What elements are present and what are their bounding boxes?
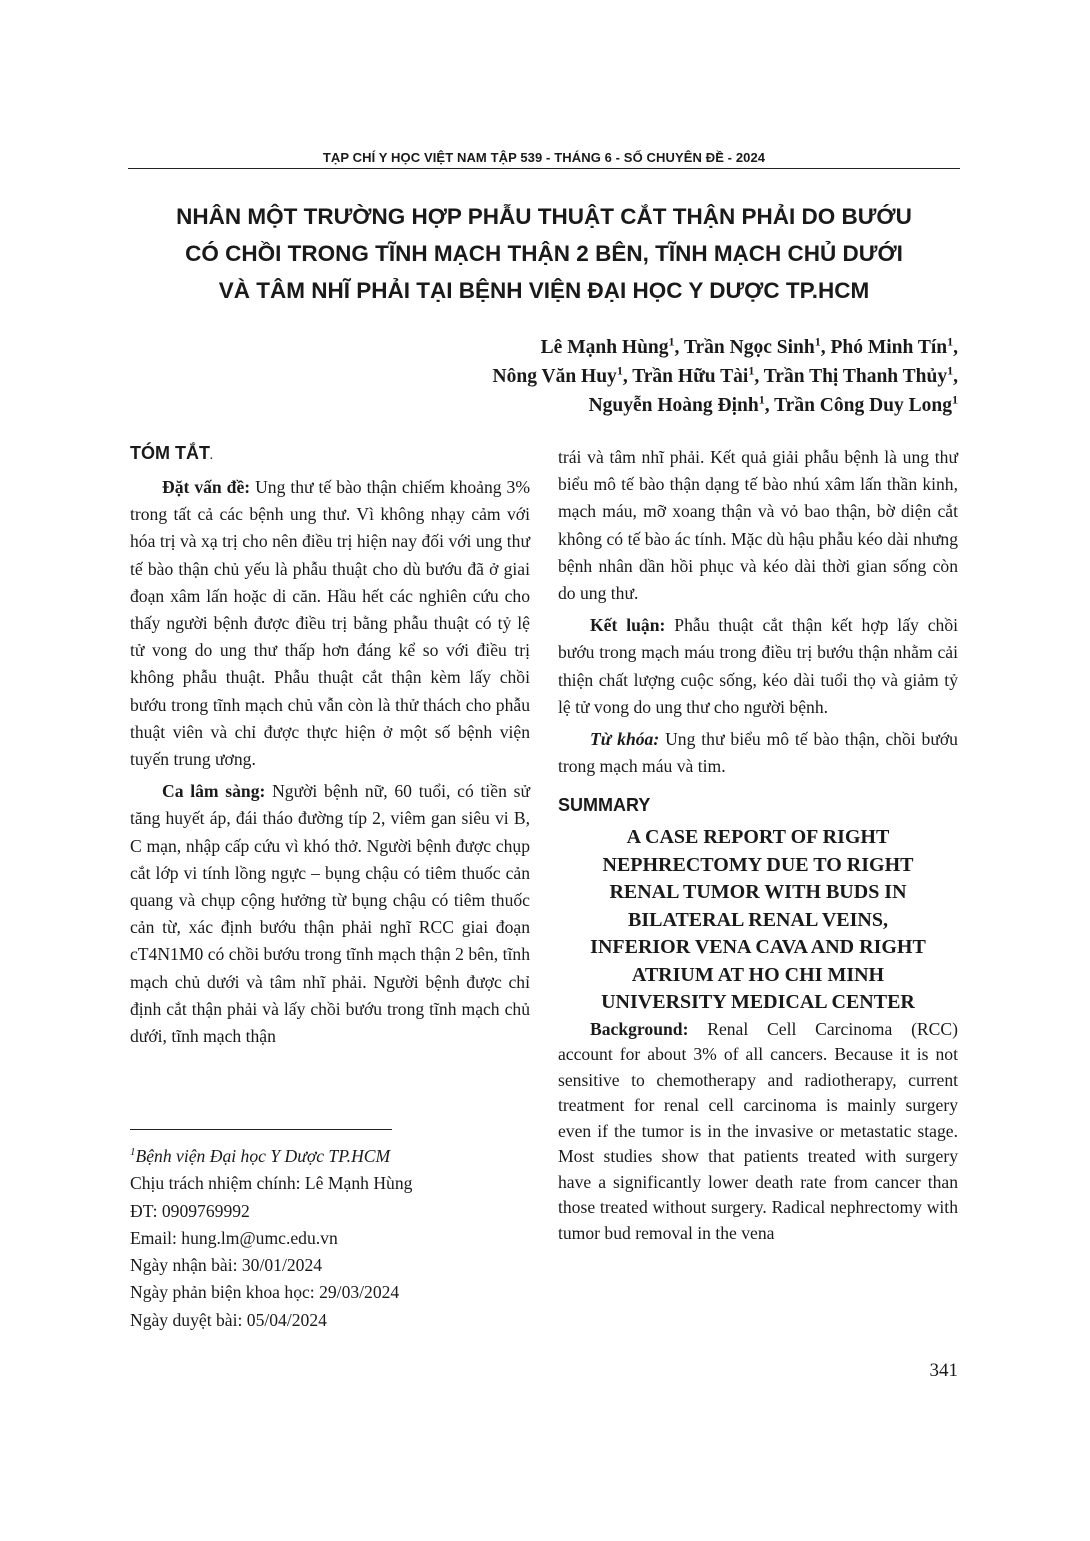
running-header: TẠP CHÍ Y HỌC VIỆT NAM TẬP 539 - THÁNG 6 - SỐ CHUYÊN ĐỀ - 2024: [322, 150, 766, 165]
footnote-responsible: Chịu trách nhiệm chính: Lê Mạnh Hùng: [130, 1173, 413, 1194]
abstract-keywords: [558, 726, 958, 780]
author-line: Nguyễn Hoàng Định$^1$, Trần Công Duy Long$^1$: [588, 392, 958, 416]
title-line: CÓ CHỒI TRONG TĨNH MẠCH THẬN 2 BÊN, TĨNH MẠCH CHỦ DƯỚI: [185, 241, 903, 266]
left-column: [130, 438, 530, 1055]
affiliation-mark: 1: [947, 363, 954, 378]
english-title-line: BILATERAL RENAL VEINS,: [628, 908, 888, 931]
summary-background: [558, 1017, 958, 1247]
english-title-line: ATRIUM AT HO CHI MINH: [631, 963, 885, 986]
case-text-continued: trái và tâm nhĩ phải. Kết quả giải phẫu bệnh là ung thư biểu mô tế bào thận dạng tế bào nhú xâm lấn thần kinh, mạch máu, mỡ xoang thận và vỏ bao thận, bờ diện cắt không có tế bào ác tính. Mặc dù hậu phẫu kéo dài nhưng bệnh nhân dần hồi phục và kéo dài thời gian sống còn do ung thư.: [558, 447, 958, 604]
english-title-line: INFERIOR VENA CAVA AND RIGHT: [590, 936, 926, 959]
author-name: Lê Mạnh Hùng: [540, 337, 669, 358]
footnote-phone: ĐT: 0909769992: [130, 1200, 250, 1221]
footnote-email: Email: hung.lm@umc.edu.vn: [130, 1227, 338, 1248]
background-label-en: Background:: [590, 1018, 689, 1039]
abstract-conclusion: [558, 612, 958, 721]
author-line: Lê Mạnh Hùng$^1$, Trần Ngọc Sinh$^1$, Phó Minh Tín$^1$,: [540, 334, 958, 358]
affiliation-mark: 1: [758, 392, 765, 407]
title-line: NHÂN MỘT TRƯỜNG HỢP PHẪU THUẬT CẮT THẬN PHẢI DO BƯỚU: [176, 204, 912, 229]
author-name: Trần Ngọc Sinh: [683, 337, 815, 358]
footnote-accepted: Ngày duyệt bài: 05/04/2024: [130, 1309, 327, 1330]
author-name: Phó Minh Tín: [830, 337, 948, 358]
english-title: [558, 824, 958, 1017]
footnote-reviewed: Ngày phản biện khoa học: 29/03/2024: [130, 1282, 400, 1303]
keywords-label: Từ khóa:: [590, 729, 660, 750]
background-text: Ung thư tế bào thận chiếm khoảng 3% trong tất cả các bệnh ung thư. Vì không nhạy cảm với hóa trị và xạ trị cho nên điều trị hiện nay đối với ung thư tế bào thận chủ yếu là phẫu thuật cho dù bướu đã ở giai đoạn xâm lấn hoặc di căn. Hầu hết các nghiên cứu cho thấy người bệnh được điều trị bằng phẫu thuật có tỷ lệ tử vong do ung thư thấp hơn đáng kể so với điều trị không phẫu thuật. Phẫu thuật cắt thận kèm lấy chồi bướu trong tĩnh mạch chủ vẫn còn là thử thách cho phẫu thuật viên và chỉ được thực hiện ở một số bệnh viện tuyến trung ương.: [130, 477, 530, 770]
background-label: Đặt vấn đề:: [162, 477, 251, 497]
author-name: Trần Công Duy Long: [774, 395, 952, 416]
affiliation-mark: 1: [947, 334, 954, 349]
article-title: [128, 198, 960, 309]
background-text-en: Renal Cell Carcinoma (RCC) account for about 3% of all cancers. Because it is not sensitive to chemotherapy and radiotherapy, current treatment for renal cell carcinoma is mainly surgery even if the tumor is in the invasive or metastatic stage. Most studies show that patients treated with surgery have a significantly lower death rate from cancer than those treated without surgery. Radical nephrectomy with tumor bud removal in the vena: [558, 1018, 958, 1243]
author-list: [493, 333, 958, 420]
footnote-received: Ngày nhận bài: 30/01/2024: [130, 1255, 323, 1276]
right-column: [558, 444, 958, 1251]
author-name: Nông Văn Huy: [492, 366, 617, 387]
affiliation-mark: 1: [952, 392, 958, 407]
english-title-line: UNIVERSITY MEDICAL CENTER: [601, 991, 915, 1014]
author-name: Nguyễn Hoàng Định: [588, 395, 759, 416]
affiliation-mark: 1: [616, 363, 623, 378]
case-label: Ca lâm sàng:: [162, 781, 266, 802]
affiliation-mark: 1: [668, 334, 675, 349]
conclusion-label: Kết luận:: [590, 615, 666, 636]
author-line: Nông Văn Huy$^1$, Trần Hữu Tài$^1$, Trần Thị Thanh Thủy$^1$,: [492, 363, 958, 387]
footnote-affiliation: $^1$Bệnh viện Đại học Y Dược TP.HCM: [130, 1146, 391, 1166]
page-number: 341: [929, 1360, 958, 1381]
abstract-background: [130, 474, 530, 773]
affiliation-mark: 1: [814, 334, 821, 349]
english-title-line: RENAL TUMOR WITH BUDS IN: [609, 881, 907, 904]
affiliation-mark: 1: [748, 363, 755, 378]
abstract-heading: TÓM TẮT.: [130, 443, 213, 463]
conclusion-text: Phẫu thuật cắt thận kết hợp lấy chồi bướu trong mạch máu trong điều trị bướu thận nhằm cải thiện chất lượng cuộc sống, kéo dài tuổi thọ và giảm tỷ lệ tử vong do ung thư cho người bệnh.: [558, 615, 959, 717]
english-title-line: A CASE REPORT OF RIGHT: [626, 826, 890, 849]
case-text: Người bệnh nữ, 60 tuổi, có tiền sử tăng huyết áp, đái tháo đường típ 2, viêm gan siêu vi B, C mạn, nhập cấp cứu vì khó thở. Người bệnh được chụp cắt lớp vi tính lồng ngực – bụng chậu có tiêm thuốc cản quang và chụp cộng hưởng từ bụng chậu có tiêm thuốc cản từ, xác định bướu thận phải nghĩ RCC giai đoạn cT4N1M0 có chồi bướu trong tĩnh mạch thận 2 bên, tĩnh mạch chủ dưới và tâm nhĩ phải. Người bệnh được chỉ định cắt thận phải và lấy chồi bướu trong tĩnh mạch chủ dưới, tĩnh mạch thận: [130, 781, 530, 1047]
footnote-rule: [130, 1129, 392, 1130]
header-rule: [128, 168, 960, 169]
author-name: Trần Thị Thanh Thủy: [763, 366, 948, 387]
english-title-line: NEPHRECTOMY DUE TO RIGHT: [602, 853, 914, 876]
summary-heading: SUMMARY: [558, 795, 651, 816]
footnote: [130, 1143, 530, 1334]
abstract-case: [130, 778, 530, 1050]
author-name: Trần Hữu Tài: [632, 366, 749, 387]
title-line: VÀ TÂM NHĨ PHẢI TẠI BỆNH VIỆN ĐẠI HỌC Y DƯỢC TP.HCM: [218, 278, 870, 303]
keywords-text: Ung thư biểu mô tế bào thận, chồi bướu trong mạch máu và tim.: [558, 729, 958, 777]
